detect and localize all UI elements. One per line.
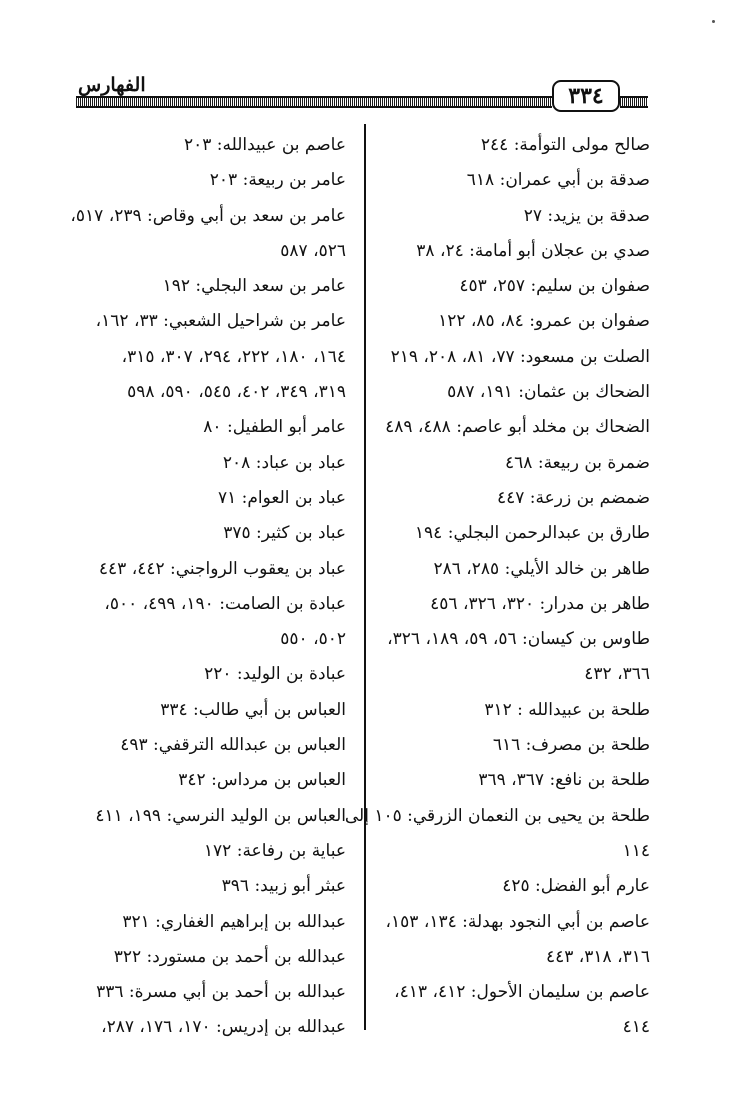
index-entry: عامر بن ربيعة: ٢٠٣	[209, 170, 346, 191]
index-column-right	[344, 128, 650, 1046]
index-entry: عباد بن يعقوب الرواجني: ٤٤٢، ٤٤٣	[98, 558, 346, 579]
index-entry: طاوس بن كيسان: ٥٦، ٥٩، ١٨٩، ٣٢٦،	[387, 629, 650, 650]
index-entry: العباس بن أبي طالب: ٣٣٤	[160, 699, 346, 720]
index-entry: عامر بن شراحيل الشعبي: ٣٣، ١٦٢،	[95, 311, 346, 332]
column-divider	[364, 124, 366, 1030]
index-entry: ٤١٤	[622, 1017, 650, 1038]
index-entry: ١٦٤، ١٨٠، ٢٢٢، ٢٩٤، ٣٠٧، ٣١٥،	[121, 346, 346, 367]
index-entry: عارم أبو الفضل: ٤٢٥	[502, 876, 650, 897]
index-entry: ٥٢٦، ٥٨٧	[280, 240, 346, 261]
index-entry: الصلت بن مسعود: ٧٧، ٨١، ٢٠٨، ٢١٩	[390, 346, 650, 367]
index-entry: ٥٠٢، ٥٥٠	[280, 629, 346, 650]
index-entry: صدقة بن يزيد: ٢٧	[523, 205, 650, 226]
index-entry: عبثر أبو زبيد: ٣٩٦	[221, 876, 346, 897]
index-entry: طلحة بن عبيدالله : ٣١٢	[484, 699, 650, 720]
index-entry: ضمرة بن ربيعة: ٤٦٨	[505, 452, 650, 473]
index-entry: طاهر بن خالد الأيلي: ٢٨٥، ٢٨٦	[433, 558, 650, 579]
index-entry: عاصم بن سليمان الأحول: ٤١٢، ٤١٣،	[394, 982, 650, 1003]
index-column-left	[72, 128, 346, 1046]
index-entry: ١١٤	[622, 840, 650, 861]
index-entry: عبدالله بن أحمد بن أبي مسرة: ٣٣٦	[96, 982, 346, 1003]
index-entry: صالح مولى التوأمة: ٢٤٤	[480, 135, 650, 155]
index-entry: صفوان بن عمرو: ٨٤، ٨٥، ١٢٢	[438, 311, 650, 332]
index-entry: عامر أبو الطفيل: ٨٠	[203, 417, 346, 438]
header-rule-left	[76, 96, 552, 108]
index-entry: صدي بن عجلان أبو أمامة: ٢٤، ٣٨	[416, 240, 650, 261]
index-entry: عباد بن العوام: ٧١	[217, 487, 346, 508]
index-entry: صفوان بن سليم: ٢٥٧، ٤٥٣	[459, 276, 650, 297]
index-entry: طلحة بن نافع: ٣٦٧، ٣٦٩	[478, 770, 650, 791]
index-entry: عباد بن عباد: ٢٠٨	[222, 452, 346, 473]
index-entry: الضحاك بن عثمان: ١٩١، ٥٨٧	[447, 382, 650, 403]
index-entry: عبادة بن الوليد: ٢٢٠	[204, 664, 346, 685]
index-entry: عبادة بن الصامت: ١٩٠، ٤٩٩، ٥٠٠،	[104, 593, 346, 614]
index-entry: صدقة بن أبي عمران: ٦١٨	[466, 170, 650, 191]
index-entry: طاهر بن مدرار: ٣٢٠، ٣٢٦، ٤٥٦	[430, 593, 650, 614]
index-entry: ٣٦٦، ٤٣٢	[584, 664, 650, 685]
index-entry: عامر بن سعد بن أبي وقاص: ٢٣٩، ٥١٧،	[70, 205, 346, 226]
header-rule-right	[620, 96, 648, 108]
index-entry: ٣١٦، ٣١٨، ٤٤٣	[546, 946, 650, 967]
index-entry: عباية بن رفاعة: ١٧٢	[203, 840, 346, 861]
index-entry: عبدالله بن إدريس: ١٧٠، ١٧٦، ٢٨٧،	[101, 1017, 346, 1038]
index-entry: ضمضم بن زرعة: ٤٤٧	[496, 487, 650, 508]
index-entry: ٣١٩، ٣٤٩، ٤٠٢، ٥٤٥، ٥٩٠، ٥٩٨	[127, 382, 346, 403]
running-header-title: الفهارس	[78, 74, 146, 96]
stray-dot	[712, 20, 715, 23]
index-entry: عاصم بن عبيدالله: ٢٠٣	[183, 135, 346, 155]
index-entry: العباس بن عبدالله الترقفي: ٤٩٣	[120, 735, 346, 756]
page-number: ٣٣٤	[552, 80, 620, 112]
index-entry: الضحاك بن مخلد أبو عاصم: ٤٨٨، ٤٨٩	[385, 417, 650, 438]
index-entry: العباس بن الوليد النرسي: ١٩٩، ٤١١	[95, 805, 346, 826]
index-entry: العباس بن مرداس: ٣٤٢	[178, 770, 346, 791]
index-entry: عبدالله بن إبراهيم الغفاري: ٣٢١	[122, 911, 346, 932]
index-entry: عباد بن كثير: ٣٧٥	[223, 523, 346, 544]
index-entry: طلحة بن يحيى بن النعمان الزرقي: ١٠٥ إلى	[344, 805, 650, 826]
index-entry: عاصم بن أبي النجود بهدلة: ١٣٤، ١٥٣،	[385, 911, 650, 932]
index-entry: طلحة بن مصرف: ٦١٦	[492, 735, 650, 756]
index-entry: عامر بن سعد البجلي: ١٩٢	[162, 276, 346, 297]
index-entry: طارق بن عبدالرحمن البجلي: ١٩٤	[414, 523, 650, 544]
index-entry: عبدالله بن أحمد بن مستورد: ٣٢٢	[113, 946, 346, 967]
